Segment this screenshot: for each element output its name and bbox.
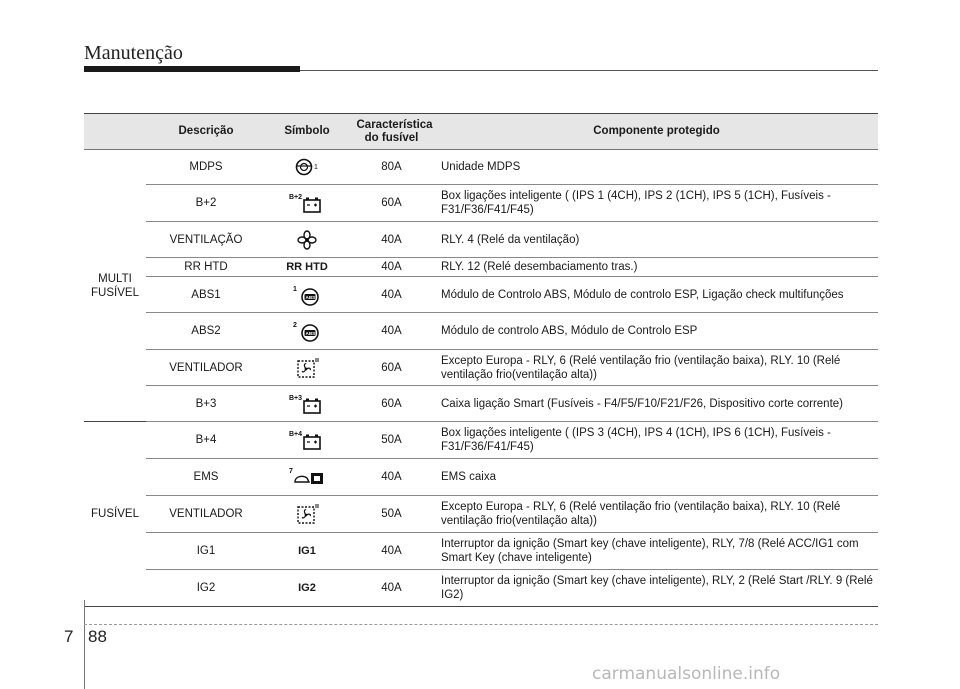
footer-dashed-rule	[84, 624, 878, 625]
page-number: 88	[88, 627, 107, 646]
row-component: RLY. 12 (Relé desembaciamento tras.)	[435, 258, 878, 277]
table-row	[84, 185, 878, 222]
row-description: EMS	[146, 459, 266, 496]
group-label-multi-fusivel: MULTI FUSÍVEL	[84, 150, 146, 422]
row-rating: 50A	[348, 496, 435, 533]
row-description: RR HTD	[146, 258, 266, 277]
row-description: MDPS	[146, 150, 266, 185]
row-description: B+4	[146, 422, 266, 459]
row-symbol	[266, 496, 348, 533]
row-rating: 40A	[348, 277, 435, 313]
blower-icon	[292, 356, 322, 380]
table-row	[84, 350, 878, 386]
svg-text:ABS: ABS	[305, 331, 316, 336]
fan-icon	[297, 230, 317, 250]
row-component: RLY. 4 (Relé da ventilação)	[435, 222, 878, 258]
chapter-number: 7	[64, 627, 74, 646]
footer-vertical-rule	[84, 600, 85, 689]
watermark: carmanualsonline.info	[592, 664, 781, 684]
row-description: B+2	[146, 185, 266, 222]
row-rating: 40A	[348, 570, 435, 607]
row-component: Unidade MDPS	[435, 150, 878, 185]
table-row	[84, 222, 878, 258]
row-symbol	[266, 422, 348, 459]
row-symbol	[266, 350, 348, 386]
row-component: Módulo de Controlo ABS, Módulo de controlo ESP, Ligação check multifunções	[435, 277, 878, 313]
row-rating: 60A	[348, 386, 435, 422]
row-description: ABS1	[146, 277, 266, 313]
mdps-icon	[294, 157, 320, 177]
table-row	[84, 313, 878, 350]
abs-icon	[291, 282, 323, 308]
table-row	[84, 533, 878, 570]
row-description: ABS2	[146, 313, 266, 350]
battery-icon	[287, 392, 327, 416]
row-symbol	[266, 459, 348, 496]
row-symbol	[266, 258, 348, 277]
ems-icon	[287, 465, 327, 489]
row-symbol	[266, 533, 348, 570]
row-component: Box ligações inteligente ( (IPS 3 (4CH), IPS 4 (1CH), IPS 6 (1CH), Fusíveis - F31/F36/F41/F45)	[435, 422, 878, 459]
row-component: Caixa ligação Smart (Fusíveis - F4/F5/F10/F21/F26, Dispositivo corte corrente)	[435, 386, 878, 422]
row-rating: 40A	[348, 258, 435, 277]
row-description: VENTILADOR	[146, 350, 266, 386]
battery-icon	[287, 428, 327, 452]
table-row	[84, 496, 878, 533]
row-component: Excepto Europa - RLY, 6 (Relé ventilação frio (ventilação baixa), RLY. 10 (Relé ventilação frio(ventilação alta))	[435, 496, 878, 533]
table-row	[84, 422, 878, 459]
row-rating: 40A	[348, 313, 435, 350]
row-rating: 40A	[348, 459, 435, 496]
row-component: Interruptor da ignição (Smart key (chave inteligente), RLY, 2 (Relé Start /RLY. 9 (Relé IG2)	[435, 570, 878, 607]
col-header-rating: Característica do fusível	[348, 114, 435, 150]
ig1-symbol-text: IG1	[298, 545, 316, 557]
table-header-row	[84, 114, 878, 150]
ig2-symbol-text: IG2	[298, 582, 316, 594]
row-rating: 60A	[348, 185, 435, 222]
row-symbol	[266, 185, 348, 222]
col-header-group	[84, 114, 146, 150]
row-description: IG1	[146, 533, 266, 570]
col-header-description: Descrição	[146, 114, 266, 150]
row-description: VENTILAÇÃO	[146, 222, 266, 258]
table-row	[84, 459, 878, 496]
abs-icon	[291, 318, 323, 344]
table-row	[84, 386, 878, 422]
svg-text:1: 1	[314, 164, 318, 171]
col-header-component: Componente protegido	[435, 114, 878, 150]
table-row	[84, 258, 878, 277]
group-label-fusivel: FUSÍVEL	[84, 422, 146, 607]
row-symbol	[266, 570, 348, 607]
page-title: Manutenção	[84, 42, 183, 64]
header-bar	[84, 66, 300, 72]
row-symbol	[266, 277, 348, 313]
col-header-symbol: Símbolo	[266, 114, 348, 150]
row-component: Box ligações inteligente ( (IPS 1 (4CH), IPS 2 (1CH), IPS 5 (1CH), Fusíveis - F31/F36/F41/F45)	[435, 185, 878, 222]
svg-text:B+2: B+2	[289, 194, 303, 201]
fuse-table	[84, 113, 878, 607]
table-row	[84, 150, 878, 185]
row-description: IG2	[146, 570, 266, 607]
row-component: Interruptor da ignição (Smart key (chave inteligente), RLY, 7/8 (Relé ACC/IG1 com Smart Key (chave inteligente)	[435, 533, 878, 570]
table-row	[84, 277, 878, 313]
row-symbol	[266, 222, 348, 258]
row-component: Módulo de controlo ABS, Módulo de Controlo ESP	[435, 313, 878, 350]
row-component: EMS caixa	[435, 459, 878, 496]
row-component: Excepto Europa - RLY, 6 (Relé ventilação frio (ventilação baixa), RLY. 10 (Relé ventilação frio(ventilação alta))	[435, 350, 878, 386]
table-row	[84, 570, 878, 607]
battery-icon	[287, 191, 327, 215]
row-symbol	[266, 386, 348, 422]
row-rating: 40A	[348, 533, 435, 570]
svg-text:B+4: B+4	[289, 431, 303, 438]
svg-text:ABS: ABS	[305, 294, 316, 300]
row-symbol	[266, 150, 348, 185]
row-rating: 60A	[348, 350, 435, 386]
svg-text:1: 1	[293, 285, 297, 293]
blower-icon	[292, 502, 322, 526]
rr-htd-symbol-text: RR HTD	[286, 261, 328, 273]
row-description: VENTILADOR	[146, 496, 266, 533]
svg-text:7: 7	[289, 468, 293, 475]
row-rating: 40A	[348, 222, 435, 258]
svg-text:2: 2	[293, 322, 297, 329]
header-rule	[300, 70, 878, 71]
row-rating: 80A	[348, 150, 435, 185]
row-rating: 50A	[348, 422, 435, 459]
row-symbol	[266, 313, 348, 350]
row-description: B+3	[146, 386, 266, 422]
svg-text:B+3: B+3	[289, 394, 303, 402]
